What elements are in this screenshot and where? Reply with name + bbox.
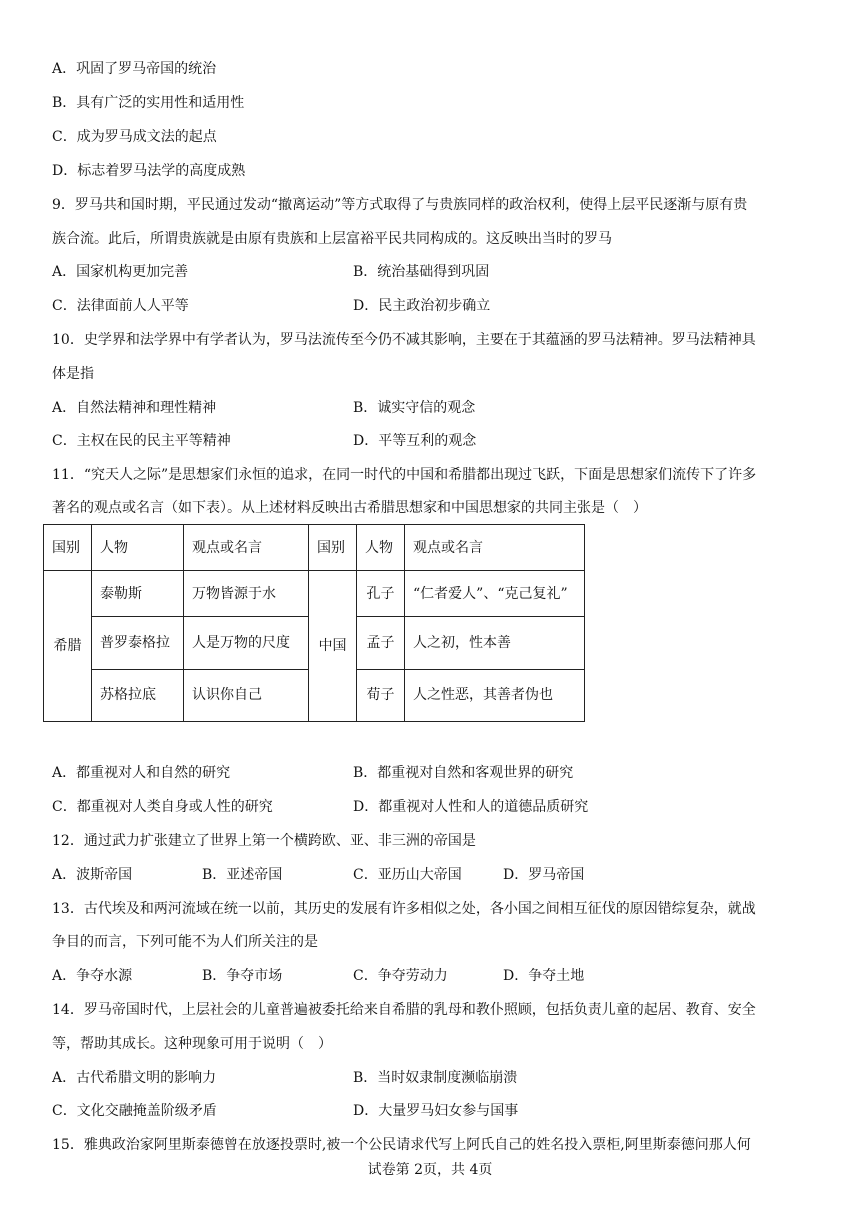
q14-stem-line2: 等，帮助其成长。这种现象可用于说明（ ） [52, 1036, 332, 1052]
q13-option-b: B．争夺市场 [202, 968, 283, 984]
person-cell: 荀子 [357, 669, 405, 721]
table-header: 观点或名言 [405, 525, 585, 571]
table-header: 观点或名言 [184, 525, 309, 571]
q15-stem-line1: 15．雅典政治家阿里斯泰德曾在放逐投票时,被一个公民请求代写上阿氏自己的姓名投入票柜,阿里斯泰德问那人何 [52, 1137, 751, 1153]
person-cell: 普罗泰格拉 [92, 617, 184, 669]
q10-stem-line2: 体是指 [52, 366, 94, 382]
q11-option-a: A．都重视对人和自然的研究 [52, 765, 231, 781]
q10-option-d: D．平等互利的观念 [353, 433, 477, 449]
q9-option-d: D．民主政治初步确立 [353, 298, 491, 314]
q9-option-a: A．国家机构更加完善 [52, 264, 189, 280]
q13-stem-line1: 13．古代埃及和两河流域在统一以前，其历史的发展有许多相似之处，各小国之间相互征伐的原因错综复杂，就战 [52, 901, 756, 917]
table-header: 国别 [44, 525, 92, 571]
q9-stem-line2: 族合流。此后，所谓贵族就是由原有贵族和上层富裕平民共同构成的。这反映出当时的罗马 [52, 231, 612, 247]
q14-stem-line1: 14．罗马帝国时代，上层社会的儿童普遍被委托给来自希腊的乳母和教仆照顾，包括负责儿童的起居、教育、安全 [52, 1002, 756, 1018]
table-header-row [44, 525, 585, 571]
q12-option-c: C．亚历山大帝国 [353, 867, 462, 883]
q8-option-c: C．成为罗马成文法的起点 [52, 129, 217, 145]
q12-stem: 12．通过武力扩张建立了世界上第一个横跨欧、亚、非三洲的帝国是 [52, 833, 476, 849]
quote-cell: 人是万物的尺度 [184, 617, 309, 669]
quote-cell: 人之性恶，其善者伪也 [405, 669, 585, 721]
quote-cell: 认识你自己 [184, 669, 309, 721]
philosophers-table [43, 524, 585, 722]
q14-option-c: C．文化交融掩盖阶级矛盾 [52, 1103, 217, 1119]
person-cell: 孟子 [357, 617, 405, 669]
q8-option-b: B．具有广泛的实用性和适用性 [52, 95, 245, 111]
person-cell: 孔子 [357, 571, 405, 617]
q9-stem-line1: 9．罗马共和国时期，平民通过发动“撤离运动”等方式取得了与贵族同样的政治权利，使得上层平民逐渐与原有贵 [52, 197, 748, 213]
country-china: 中国 [309, 571, 357, 722]
q14-option-d: D．大量罗马妇女参与国事 [353, 1103, 519, 1119]
q13-option-a: A．争夺水源 [52, 968, 133, 984]
q10-option-b: B．诚实守信的观念 [353, 400, 476, 416]
q8-option-d: D．标志着罗马法学的高度成熟 [52, 163, 246, 179]
q9-option-b: B．统治基础得到巩固 [353, 264, 490, 280]
q10-option-a: A．自然法精神和理性精神 [52, 400, 217, 416]
q13-option-d: D．争夺土地 [503, 968, 585, 984]
q10-stem-line1: 10．史学界和法学界中有学者认为，罗马法流传至今仍不减其影响，主要在于其蕴涵的罗马法精神。罗马法精神具 [52, 332, 756, 348]
page-footer: 试卷第 2页，共 4页 [367, 1162, 493, 1178]
q12-option-d: D．罗马帝国 [503, 867, 585, 883]
q8-option-a: A．巩固了罗马帝国的统治 [52, 61, 217, 77]
q11-stem-line2: 著名的观点或名言（如下表）。从上述材料反映出古希腊思想家和中国思想家的共同主张是（ ） [52, 500, 647, 516]
q11-option-b: B．都重视对自然和客观世界的研究 [353, 765, 574, 781]
q14-option-b: B．当时奴隶制度濒临崩溃 [353, 1070, 518, 1086]
q13-option-c: C．争夺劳动力 [353, 968, 448, 984]
table-header: 国别 [309, 525, 357, 571]
table-header: 人物 [92, 525, 184, 571]
quote-cell: “仁者爱人”、“克己复礼” [405, 571, 585, 617]
country-greece: 希腊 [44, 571, 92, 722]
q11-stem-line1: 11．“究天人之际”是思想家们永恒的追求，在同一时代的中国和希腊都出现过飞跃，下面是思想家们流传下了许多 [52, 467, 757, 483]
quote-cell: 人之初，性本善 [405, 617, 585, 669]
table-header: 人物 [357, 525, 405, 571]
q13-stem-line2: 争目的而言，下列可能不为人们所关注的是 [52, 934, 318, 950]
q14-option-a: A．古代希腊文明的影响力 [52, 1070, 217, 1086]
table-row [44, 571, 585, 617]
person-cell: 泰勒斯 [92, 571, 184, 617]
q12-option-a: A．波斯帝国 [52, 867, 133, 883]
quote-cell: 万物皆源于水 [184, 571, 309, 617]
q11-option-c: C．都重视对人类自身或人性的研究 [52, 799, 273, 815]
q9-option-c: C．法律面前人人平等 [52, 298, 189, 314]
q10-option-c: C．主权在民的民主平等精神 [52, 433, 231, 449]
person-cell: 苏格拉底 [92, 669, 184, 721]
q12-option-b: B．亚述帝国 [202, 867, 283, 883]
q11-option-d: D．都重视对人性和人的道德品质研究 [353, 799, 589, 815]
